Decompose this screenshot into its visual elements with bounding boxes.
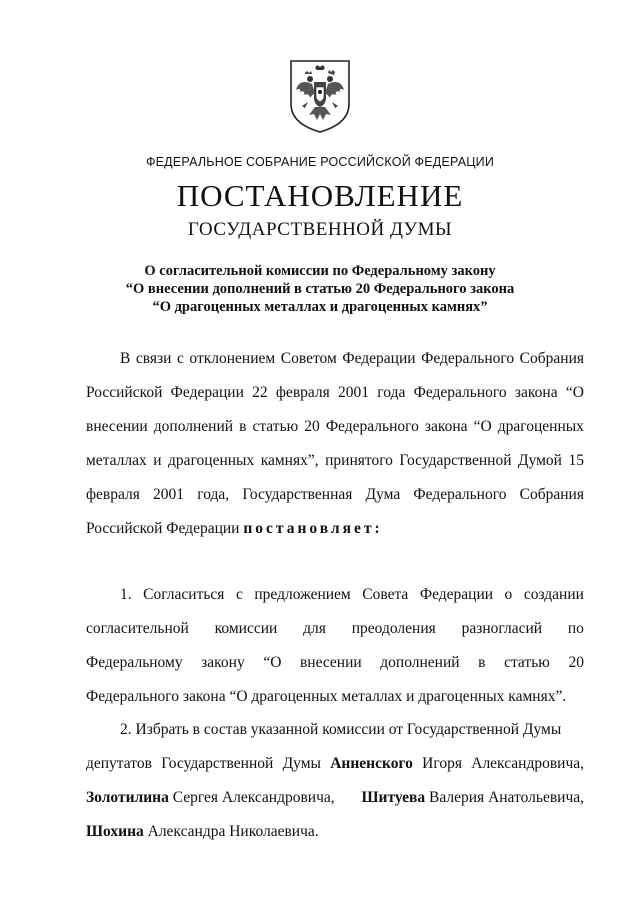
word: Федерального xyxy=(413,486,507,503)
item-2-paragraph xyxy=(86,713,584,849)
word: внесении xyxy=(299,654,362,671)
preamble-last-text: Российской Федерации xyxy=(86,520,240,537)
word: Российской xyxy=(86,384,163,401)
word: закона xyxy=(424,418,468,435)
subject-line: О согласительной комиссии по Федеральному закону xyxy=(144,263,496,279)
document-issuer: ГОСУДАРСТВЕННОЙ ДУМЫ xyxy=(187,219,453,240)
item-2-first-line: 2. Избрать в состав указанной комиссии от Государственной Думы xyxy=(120,721,562,738)
word: Собрания xyxy=(519,350,584,367)
text-line xyxy=(86,713,584,747)
word: 20 xyxy=(304,418,320,435)
decree-word: постановляет: xyxy=(243,520,383,537)
word: Федерального xyxy=(413,384,507,401)
word: Думы xyxy=(282,755,321,772)
word: Государственная xyxy=(242,486,353,503)
word: 2001 xyxy=(153,486,185,503)
preamble-paragraph xyxy=(86,342,584,546)
word: и xyxy=(153,452,162,469)
word: создании xyxy=(523,586,584,603)
document-type-title: ПОСТАНОВЛЕНИЕ xyxy=(176,178,464,213)
deputy-surname: Шитуева xyxy=(361,789,426,806)
word: “О xyxy=(565,384,584,401)
text-line xyxy=(86,781,584,815)
word: дополнений xyxy=(153,418,234,435)
word: по xyxy=(567,620,584,637)
document-subject xyxy=(0,262,640,316)
word: депутатов xyxy=(86,755,152,772)
word: в xyxy=(478,654,486,671)
text-line xyxy=(86,512,584,546)
word: для xyxy=(303,620,326,637)
word: принятого xyxy=(325,452,393,469)
word: Федерального xyxy=(421,350,515,367)
word: комиссии xyxy=(214,620,278,637)
word: Федерального xyxy=(325,418,419,435)
word: в xyxy=(239,418,247,435)
deputy-surname: Золотилина xyxy=(86,789,169,806)
word: Федерации xyxy=(342,350,416,367)
text-line xyxy=(86,747,584,781)
word: Собрания xyxy=(519,486,584,503)
word: Думой xyxy=(518,452,562,469)
deputy-surname: Шохина xyxy=(86,823,144,840)
word: связи xyxy=(135,350,172,367)
coat-of-arms-icon xyxy=(288,58,352,134)
word: закона xyxy=(514,384,558,401)
word: Федерации xyxy=(419,586,494,603)
word: металлах xyxy=(86,452,147,469)
text-line xyxy=(86,410,584,444)
assembly-name: ФЕДЕРАЛЬНОЕ СОБРАНИЕ РОССИЙСКОЙ ФЕДЕРАЦИИ xyxy=(145,155,495,169)
text-line xyxy=(86,478,584,512)
text-line xyxy=(86,342,584,376)
word: 20 xyxy=(568,654,584,671)
word: Совета xyxy=(362,586,409,603)
text-line xyxy=(86,578,584,612)
text-line xyxy=(86,815,584,849)
subject-line: “О драгоценных металлах и драгоценных камнях” xyxy=(152,299,488,315)
word: 15 xyxy=(568,452,584,469)
word: дополнений xyxy=(380,654,460,671)
item-1-paragraph xyxy=(86,578,584,714)
word: 2001 xyxy=(338,384,370,401)
word: предложением xyxy=(254,586,351,603)
deputy-given-names: Валерия Анатольевича, xyxy=(429,789,584,806)
text-line xyxy=(86,444,584,478)
word: статью xyxy=(252,418,299,435)
word: Александровича, xyxy=(471,755,584,772)
word: внесении xyxy=(86,418,148,435)
word: “О xyxy=(263,654,282,671)
word: 1. xyxy=(120,586,132,603)
word: В xyxy=(120,350,131,367)
deputy-surname: Анненского xyxy=(330,755,413,772)
word: Федерации xyxy=(170,384,244,401)
deputy-given-names: Александра Николаевича. xyxy=(147,823,319,840)
word: отклонением xyxy=(189,350,276,367)
word: с xyxy=(235,586,243,603)
word: Игоря xyxy=(422,755,462,772)
word: года, xyxy=(197,486,230,503)
word: драгоценных xyxy=(497,418,584,435)
text-line xyxy=(86,646,584,680)
word: преодоления xyxy=(351,620,436,637)
subject-line: “О внесении дополнений в статью 20 Федерального закона xyxy=(125,281,515,297)
item-1-last-text: Федерального закона “О драгоценных металлах и драгоценных камнях”. xyxy=(86,688,567,705)
word: “О xyxy=(473,418,492,435)
deputy-given-names: Сергея Александровича, xyxy=(172,789,335,806)
word: статью xyxy=(504,654,550,671)
word: Согласиться xyxy=(143,586,225,603)
word: закону xyxy=(201,654,245,671)
word: февраля xyxy=(86,486,140,503)
word: о xyxy=(504,586,513,603)
text-line xyxy=(86,376,584,410)
word: 22 xyxy=(252,384,268,401)
deputy-entry xyxy=(362,781,584,815)
word: камнях”, xyxy=(260,452,319,469)
deputy-entry xyxy=(86,781,335,815)
word: согласительной xyxy=(86,620,189,637)
word: года xyxy=(377,384,406,401)
word: Государственной xyxy=(161,755,274,772)
word: с xyxy=(176,350,184,367)
word: Государственной xyxy=(399,452,512,469)
text-line xyxy=(86,612,584,646)
word: Дума xyxy=(365,486,401,503)
word: Федеральному xyxy=(86,654,183,671)
text-line xyxy=(86,680,584,714)
word: февраля xyxy=(275,384,330,401)
word: разногласий xyxy=(461,620,543,637)
word: драгоценных xyxy=(168,452,255,469)
word: Советом xyxy=(280,350,337,367)
